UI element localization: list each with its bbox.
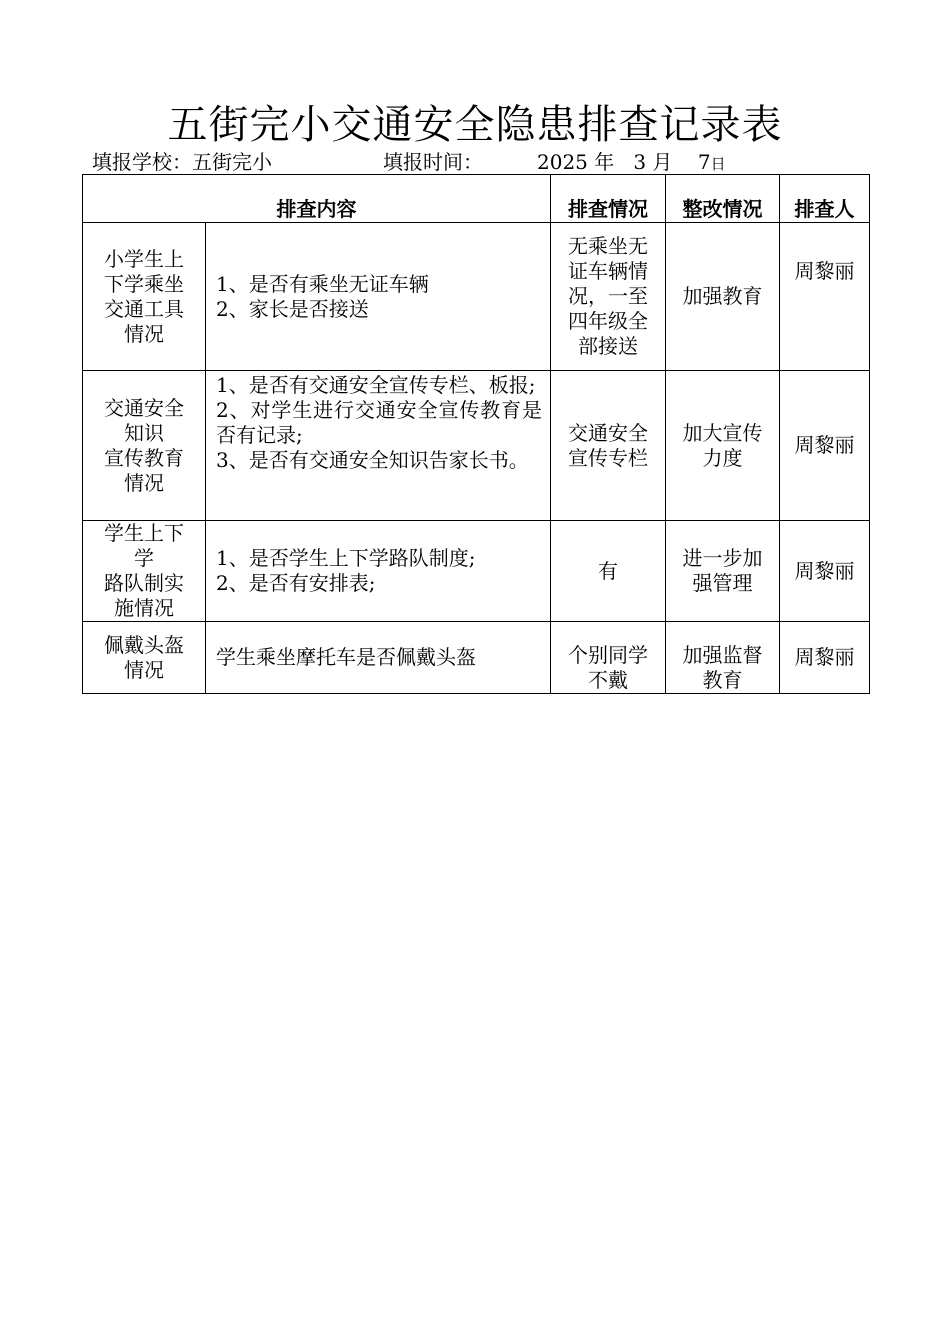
row-category: 交通安全 知识 宣传教育 情况 (83, 371, 206, 521)
school-label: 填报学校：五街完小 (92, 150, 272, 174)
row-inspector: 周黎丽 (780, 223, 870, 371)
row-status: 交通安全 宣传专栏 (551, 371, 666, 521)
fill-time-label: 填报时间： (383, 150, 483, 174)
row-inspector: 周黎丽 (780, 371, 870, 521)
header-status: 排查情况 (551, 175, 666, 223)
row-items: 1、是否有乘坐无证车辆 2、家长是否接送 (206, 223, 551, 371)
page-title: 五街完小交通安全隐患排查记录表 (167, 102, 783, 148)
header-content: 排查内容 (83, 175, 551, 223)
row-items: 学生乘坐摩托车是否佩戴头盔 (206, 622, 551, 694)
date-month: 3 月 (633, 150, 673, 174)
fill-date (537, 150, 726, 174)
row-status: 个别同学 不戴 (551, 622, 666, 694)
row-category: 小学生上 下学乘坐 交通工具 情况 (83, 223, 206, 371)
row-inspector: 周黎丽 (780, 622, 870, 694)
table-row (83, 622, 870, 694)
date-day: 7 (697, 150, 711, 174)
row-category: 学生上下 学 路队制实 施情况 (83, 521, 206, 622)
row-rectify: 加大宣传 力度 (666, 371, 780, 521)
table-header-row (83, 175, 870, 223)
row-category: 佩戴头盔 情况 (83, 622, 206, 694)
header-inspector: 排查人 (780, 175, 870, 223)
row-items: 1、是否有交通安全宣传专栏、板报; 2、对学生进行交通安全宣传教育是否有记录; 3、是否有交通安全知识告家长书。 (206, 371, 551, 521)
date-day-unit: 日 (710, 155, 726, 173)
row-status: 无乘坐无 证车辆情 况，一至 四年级全 部接送 (551, 223, 666, 371)
table-row (83, 223, 870, 371)
row-rectify: 加强监督 教育 (666, 622, 780, 694)
header-rectify: 整改情况 (666, 175, 780, 223)
table-row (83, 371, 870, 521)
row-rectify: 加强教育 (666, 223, 780, 371)
row-inspector: 周黎丽 (780, 521, 870, 622)
row-rectify: 进一步加 强管理 (666, 521, 780, 622)
row-status: 有 (551, 521, 666, 622)
date-year: 2025 年 (537, 150, 615, 174)
table-row (83, 521, 870, 622)
inspection-record-table (82, 174, 870, 694)
row-items: 1、是否学生上下学路队制度; 2、是否有安排表; (206, 521, 551, 622)
